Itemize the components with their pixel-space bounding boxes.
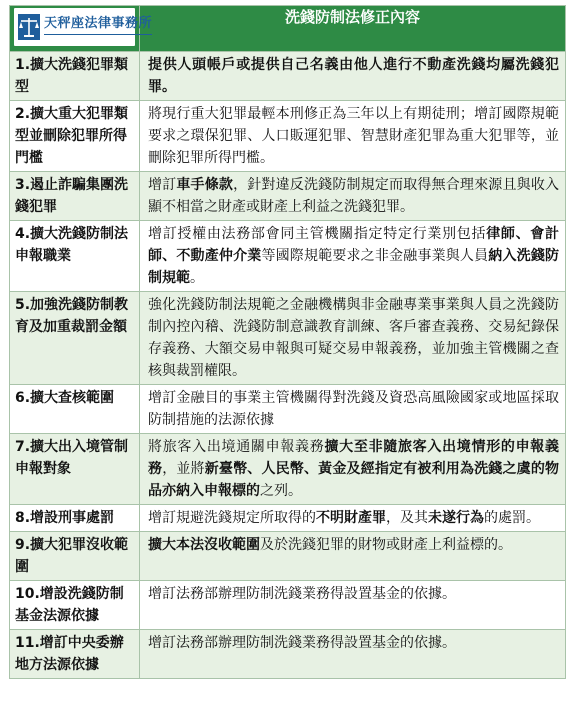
table-row <box>10 52 566 101</box>
emphasis-text: 納入洗錢防制規範 <box>148 248 560 286</box>
firm-logo <box>14 8 153 46</box>
description-text: 將現行重大犯罪最輕本刑修正為三年以上有期徒刑；增訂國際規範要求之環保犯罪、人口販運犯罪、智慧財產犯罪為重大犯罪等，並刪除犯罪所得門檻。 <box>148 106 559 166</box>
description-text: 等國際規範要求之非金融事業與人員 <box>261 248 489 264</box>
emphasis-text: 擴大至非隨旅客入出境情形的申報義務 <box>148 439 560 477</box>
amendment-topic: 6.擴大查核範圍 <box>10 385 140 434</box>
table-row <box>10 630 566 679</box>
amendment-topic: 8.增設刑事處罰 <box>10 505 140 532</box>
table-row <box>10 101 566 172</box>
emphasis-text: 擴大本法沒收範圍 <box>148 537 260 553</box>
table-row <box>10 221 566 292</box>
description-text: 將旅客入出境通關申報義務 <box>148 439 325 455</box>
emphasis-text: 車手條款 <box>176 177 234 193</box>
amendment-description <box>140 505 566 532</box>
table-row <box>10 505 566 532</box>
amendment-topic: 1.擴大洗錢犯罪類型 <box>10 52 140 101</box>
logo-underline <box>44 34 152 38</box>
amendment-topic: 4.擴大洗錢防制法申報職業 <box>10 221 140 292</box>
table-row <box>10 532 566 581</box>
amendment-description <box>140 101 566 172</box>
description-text: 增訂法務部辦理防制洗錢業務得設置基金的依據。 <box>148 586 456 602</box>
firm-name: 天秤座法律事務所 <box>44 16 153 31</box>
emphasis-text: 提供人頭帳戶或提供自己名義由他人進行不動產洗錢均屬洗錢犯罪。 <box>148 57 559 95</box>
amendment-description <box>140 581 566 630</box>
amendment-topic: 3.遏止詐騙集團洗錢犯罪 <box>10 172 140 221</box>
description-text: 。 <box>190 270 204 286</box>
table-row <box>10 581 566 630</box>
description-text: 及於洗錢犯罪的財物或財產上利益標的。 <box>260 537 512 553</box>
description-text: ，針對違反洗錢防制規定而取得無合理來源且與收入顯不相當之財產或財產上利益之洗錢犯罪。 <box>148 177 560 215</box>
amendment-topic: 2.擴大重大犯罪類型並刪除犯罪所得門檻 <box>10 101 140 172</box>
emphasis-text: 不明財產罪 <box>316 510 386 526</box>
amendment-table <box>9 5 566 679</box>
description-text: 增訂規避洗錢規定所取得的 <box>148 510 316 526</box>
table-row <box>10 292 566 385</box>
table-header-row <box>10 6 566 52</box>
table-row <box>10 385 566 434</box>
amendment-topic: 5.加強洗錢防制教育及加重裁罰金額 <box>10 292 140 385</box>
amendment-description <box>140 532 566 581</box>
description-text: 增訂授權由法務部會同主管機關指定特定行業別包括 <box>148 226 487 242</box>
table-title: 洗錢防制法修正內容 <box>140 6 566 52</box>
amendment-description <box>140 434 566 505</box>
description-text: 之列。 <box>260 483 302 499</box>
description-text: 的處罰。 <box>484 510 540 526</box>
amendment-description <box>140 172 566 221</box>
amendment-description <box>140 385 566 434</box>
amendment-topic: 7.擴大出入境管制申報對象 <box>10 434 140 505</box>
amendment-topic: 10.增設洗錢防制基金法源依據 <box>10 581 140 630</box>
emphasis-text: 新臺幣、人民幣、黃金及經指定有被利用為洗錢之虞的物品亦納入申報標的 <box>148 461 560 499</box>
amendment-description <box>140 630 566 679</box>
emphasis-text: 未遂行為 <box>428 510 484 526</box>
scales-logo-icon <box>18 14 40 40</box>
amendment-description <box>140 221 566 292</box>
description-text: 增訂法務部辦理防制洗錢業務得設置基金的依據。 <box>148 635 456 651</box>
description-text: ，及其 <box>386 510 428 526</box>
table-row <box>10 172 566 221</box>
description-text: 增訂 <box>148 177 177 193</box>
amendment-description <box>140 292 566 385</box>
description-text: ，並將 <box>162 461 205 477</box>
amendment-description <box>140 52 566 101</box>
amendment-topic: 11.增訂中央委辦地方法源依據 <box>10 630 140 679</box>
description-text: 增訂金融目的事業主管機關得對洗錢及資恐高風險國家或地區採取防制措施的法源依據 <box>148 390 559 428</box>
emphasis-text: 律師、會計師、不動產仲介業 <box>148 226 560 264</box>
logo-cell <box>10 6 153 52</box>
table-row <box>10 434 566 505</box>
amendment-topic: 9.擴大犯罪沒收範圍 <box>10 532 140 581</box>
description-text: 強化洗錢防制法規範之金融機構與非金融專業事業與人員之洗錢防制內控內稽、洗錢防制意識教育訓練、客戶審查義務、交易紀錄保存義務、大額交易申報與可疑交易申報義務，並加強主管機關之查核與裁罰權限。 <box>148 297 559 379</box>
